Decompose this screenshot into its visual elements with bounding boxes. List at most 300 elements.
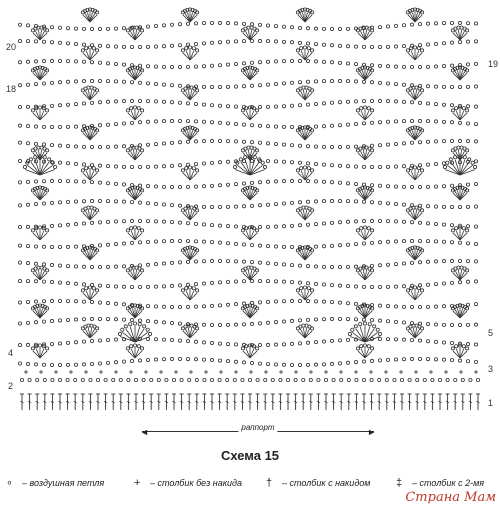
chain-stitch-mark [186, 283, 189, 286]
chain-stitch-mark [314, 363, 317, 366]
chain-stitch-mark [354, 145, 357, 148]
chain-stitch-mark [354, 242, 357, 245]
chain-stitch-mark [314, 145, 317, 148]
chain-stitch-mark [378, 121, 381, 124]
chain-stitch-mark [434, 323, 437, 326]
rapport-marker [142, 423, 374, 437]
chain-stitch-mark [18, 301, 21, 304]
chain-stitch-mark [192, 47, 195, 50]
chain-stitch-mark [474, 343, 477, 346]
chain-stitch-mark [370, 64, 373, 67]
chain-stitch-mark [330, 301, 333, 304]
chain-stitch-mark [114, 45, 117, 48]
chain-stitch-mark [74, 378, 77, 381]
chain-stitch-mark [18, 181, 21, 184]
chain-stitch-mark [420, 209, 423, 212]
chain-stitch-mark [98, 301, 101, 304]
chain-stitch-mark [90, 101, 93, 104]
chain-stitch-mark [114, 62, 117, 65]
chain-stitch-mark [314, 125, 317, 128]
chain-stitch-mark [106, 62, 109, 65]
chain-stitch-mark [263, 165, 266, 168]
chain-stitch-mark [474, 280, 477, 283]
chain-stitch-mark [37, 266, 40, 269]
chain-stitch-mark [195, 327, 198, 330]
chain-stitch-mark [458, 121, 461, 124]
chain-stitch-mark [431, 378, 434, 381]
chain-stitch-mark [322, 27, 325, 30]
chain-stitch-mark [314, 265, 317, 268]
chain-stitch-mark [400, 378, 403, 381]
chain-stitch-mark [378, 378, 381, 381]
chain-stitch-mark [92, 47, 95, 50]
chain-stitch-mark [314, 222, 317, 225]
chain-stitch-mark [194, 185, 197, 188]
chain-stitch-mark [154, 263, 157, 266]
chain-stitch-mark [258, 301, 261, 304]
chain-stitch-mark [58, 299, 61, 302]
chain-stitch-mark [359, 323, 362, 326]
chain-stitch-mark [242, 302, 245, 305]
chain-stitch-mark [420, 289, 423, 292]
chain-stitch-mark [346, 80, 349, 83]
chain-stitch-mark [402, 65, 405, 68]
chain-stitch-mark [330, 61, 333, 64]
chain-stitch-mark [418, 284, 421, 287]
chain-stitch-mark [274, 24, 277, 27]
chain-stitch-mark [162, 358, 165, 361]
chain-stitch-mark [255, 29, 258, 32]
chain-stitch-mark [294, 378, 297, 381]
chain-stitch-mark [98, 164, 101, 167]
chain-stitch-mark [266, 160, 269, 163]
chain-stitch-mark [58, 319, 61, 322]
chain-stitch-mark [45, 109, 48, 112]
chain-stitch-mark [290, 59, 293, 62]
chain-stitch-mark [406, 49, 409, 52]
chain-stitch-mark [434, 120, 437, 123]
chain-stitch-mark [210, 121, 213, 124]
chain-stitch-mark [290, 201, 293, 204]
chain-stitch-mark [90, 44, 93, 47]
chain-stitch-mark [242, 85, 245, 88]
chain-stitch-mark [434, 22, 437, 25]
chain-stitch-mark [362, 100, 365, 103]
chain-stitch-mark [466, 183, 469, 186]
chain-stitch-mark [306, 80, 309, 83]
chain-stitch-mark [290, 104, 293, 107]
chain-stitch-mark [362, 378, 365, 381]
chain-stitch-mark [386, 82, 389, 85]
chain-stitch-mark [266, 60, 269, 63]
chain-stitch-mark [66, 378, 69, 381]
chain-stitch-mark [274, 225, 277, 228]
row-number-2: 2 [8, 381, 14, 391]
chain-stitch-mark [138, 359, 141, 362]
chain-stitch-mark [119, 378, 122, 381]
chain-stitch-mark [146, 45, 149, 48]
chain-stitch-mark [218, 184, 221, 187]
chain-stitch-mark [458, 184, 461, 187]
chain-stitch-mark [322, 283, 325, 286]
chain-stitch-mark [210, 85, 213, 88]
chain-stitch-mark [378, 337, 381, 340]
chain-stitch-mark [290, 161, 293, 164]
chain-stitch-mark [82, 222, 85, 225]
chain-stitch-mark [362, 165, 365, 168]
chain-stitch-mark [356, 347, 359, 350]
chain-stitch-mark [90, 265, 93, 268]
chain-stitch-mark [170, 44, 173, 47]
chain-stitch-mark [394, 202, 397, 205]
chain-stitch-mark [18, 124, 21, 127]
chain-stitch-mark [170, 261, 173, 264]
chain-stitch-mark [443, 165, 446, 168]
chain-stitch-mark [28, 378, 31, 381]
chain-stitch-mark [386, 338, 389, 341]
chain-stitch-mark [469, 378, 472, 381]
chain-stitch-mark [314, 318, 317, 321]
chain-stitch-mark [82, 200, 85, 203]
chain-stitch-mark [394, 24, 397, 27]
chain-stitch-mark [474, 40, 477, 43]
chain-stitch-mark [458, 41, 461, 44]
chain-stitch-mark [194, 162, 197, 165]
chain-stitch-mark [450, 359, 453, 362]
chain-stitch-mark [474, 302, 477, 305]
chain-stitch-mark [146, 82, 149, 85]
chain-stitch-mark [450, 259, 453, 262]
chain-stitch-mark [114, 122, 117, 125]
chain-stitch-mark [346, 243, 349, 246]
chain-stitch-mark [410, 119, 413, 122]
chain-stitch-mark [282, 363, 285, 366]
chain-stitch-mark [386, 65, 389, 68]
chain-stitch-mark [98, 101, 101, 104]
chain-stitch-mark [50, 125, 53, 128]
chain-stitch-mark [106, 100, 109, 103]
chain-stitch-mark [140, 229, 143, 232]
chain-stitch-mark [242, 140, 245, 143]
chain-stitch-mark [58, 245, 61, 248]
chain-stitch-mark [271, 378, 274, 381]
chain-stitch-mark [474, 360, 477, 363]
chain-stitch-mark [138, 99, 141, 102]
chain-stitch-mark [474, 105, 477, 108]
chain-stitch-mark [455, 107, 458, 110]
chain-stitch-mark [98, 79, 101, 82]
chain-stitch-mark [338, 181, 341, 184]
chain-stitch-mark [202, 140, 205, 143]
chain-stitch-mark [250, 204, 253, 207]
chain-stitch-mark [426, 120, 429, 123]
chain-stitch-mark [241, 109, 244, 112]
chain-stitch-mark [266, 142, 269, 145]
chain-stitch-mark [162, 45, 165, 48]
chain-stitch-mark [338, 101, 341, 104]
chain-stitch-mark [31, 109, 34, 112]
chain-stitch-mark [142, 378, 145, 381]
chain-stitch-mark [306, 265, 309, 268]
chain-stitch-mark [85, 47, 88, 50]
chain-stitch-mark [248, 378, 251, 381]
chain-stitch-mark [290, 299, 293, 302]
chain-stitch-mark [250, 279, 253, 282]
chain-stitch-mark [154, 358, 157, 361]
chain-stitch-mark [138, 121, 141, 124]
chain-stitch-mark [106, 338, 109, 341]
chain-stitch-mark [406, 169, 409, 172]
chain-stitch-mark [354, 165, 357, 168]
chain-stitch-mark [296, 169, 299, 172]
chain-stitch-mark [130, 359, 133, 362]
chain-stitch-mark [45, 347, 48, 350]
chain-stitch-mark [458, 85, 461, 88]
chain-stitch-mark [370, 121, 373, 124]
chain-stitch-mark [194, 65, 197, 68]
chain-stitch-mark [386, 100, 389, 103]
single-crochet-icon: + [134, 477, 141, 489]
chain-stitch-mark [98, 284, 101, 287]
chain-stitch-mark [162, 338, 165, 341]
row-number-3: 3 [488, 364, 494, 374]
chain-stitch-mark [218, 121, 221, 124]
chain-stitch-mark [178, 185, 181, 188]
chain-stitch-mark [178, 339, 181, 342]
chain-stitch-mark [42, 82, 45, 85]
chain-stitch-mark [130, 219, 133, 222]
chain-stitch-mark [34, 60, 37, 63]
chain-stitch-mark [226, 105, 229, 108]
chain-stitch-mark [202, 323, 205, 326]
chain-stitch-mark [202, 42, 205, 45]
chain-stitch-mark [368, 323, 371, 326]
chain-stitch-mark [434, 65, 437, 68]
chain-stitch-mark [298, 264, 301, 267]
chain-stitch-mark [418, 185, 421, 188]
chain-stitch-mark [282, 60, 285, 63]
chain-stitch-mark [180, 378, 183, 381]
chain-stitch-mark [442, 103, 445, 106]
chain-stitch-mark [302, 206, 305, 209]
chain-stitch-mark [26, 125, 29, 128]
chain-stitch-mark [34, 262, 37, 265]
chain-stitch-mark [241, 229, 244, 232]
legend-text: – столбик с накидом [282, 478, 371, 488]
chain-stitch-mark [402, 240, 405, 243]
chain-stitch-mark [34, 203, 37, 206]
chain-stitch-mark [42, 60, 45, 63]
chain-stitch-mark [154, 45, 157, 48]
chain-stitch-mark [282, 25, 285, 28]
chain-stitch-mark [466, 303, 469, 306]
chain-stitch-mark [394, 165, 397, 168]
chain-stitch-mark [186, 140, 189, 143]
chain-stitch-mark [402, 203, 405, 206]
chain-stitch-mark [386, 185, 389, 188]
chain-stitch-mark [146, 240, 149, 243]
chain-stitch-mark [122, 80, 125, 83]
chain-stitch-mark [234, 260, 237, 263]
diagram-title: Схема 15 [220, 448, 280, 463]
chain-stitch-mark [354, 318, 357, 321]
chain-stitch-mark [58, 81, 61, 84]
chain-stitch-mark [282, 202, 285, 205]
chain-stitch-mark [449, 158, 452, 161]
chain-stitch-mark [465, 109, 468, 112]
chain-stitch-mark [386, 358, 389, 361]
chain-stitch-mark [50, 280, 53, 283]
chain-stitch-mark [74, 265, 77, 268]
chain-stitch-mark [87, 324, 90, 327]
chain-stitch-mark [370, 347, 373, 350]
chain-stitch-mark [66, 60, 69, 63]
chain-stitch-mark [451, 229, 454, 232]
chain-stitch-mark [210, 205, 213, 208]
chain-stitch-mark [258, 322, 261, 325]
chain-stitch-mark [18, 39, 21, 42]
chain-stitch-mark [346, 62, 349, 65]
chain-stitch-mark [279, 378, 282, 381]
chain-stitch-mark [442, 65, 445, 68]
chain-stitch-mark [234, 85, 237, 88]
chain-stitch-mark [162, 220, 165, 223]
chain-stitch-mark [338, 199, 341, 202]
chain-stitch-mark [300, 287, 303, 290]
chain-stitch-mark [307, 287, 310, 290]
chain-stitch-mark [258, 362, 261, 365]
chain-stitch-mark [138, 219, 141, 222]
chain-stitch-mark [274, 160, 277, 163]
chain-stitch-mark [226, 183, 229, 186]
chain-stitch-mark [194, 102, 197, 105]
chain-stitch-mark [210, 161, 213, 164]
chain-stitch-mark [50, 201, 53, 204]
chain-stitch-mark [90, 300, 93, 303]
chain-stitch-mark [471, 161, 474, 164]
chain-stitch-mark [226, 40, 229, 43]
chain-stitch-mark [74, 341, 77, 344]
chain-stitch-mark [154, 100, 157, 103]
chain-stitch-mark [250, 322, 253, 325]
chain-stitch-mark [314, 200, 317, 203]
chain-stitch-mark [186, 102, 189, 105]
chain-stitch-mark [266, 40, 269, 43]
chain-stitch-mark [38, 226, 41, 229]
chain-stitch-mark [298, 299, 301, 302]
chain-stitch-mark [50, 245, 53, 248]
chain-stitch-mark [303, 46, 306, 49]
chain-stitch-mark [362, 220, 365, 223]
chain-stitch-mark [74, 245, 77, 248]
chain-stitch-mark [195, 49, 198, 52]
chain-stitch-mark [154, 120, 157, 123]
chain-stitch-mark [434, 222, 437, 225]
chain-stitch-mark [378, 144, 381, 147]
chain-stitch-mark [185, 287, 188, 290]
chain-stitch-mark [82, 265, 85, 268]
chain-stitch-mark [218, 41, 221, 44]
chain-stitch-mark [310, 49, 313, 52]
chain-stitch-mark [338, 284, 341, 287]
chain-stitch-mark [129, 323, 132, 326]
chain-stitch-mark [306, 27, 309, 30]
chain-stitch-mark [126, 109, 129, 112]
chain-stitch-mark [282, 225, 285, 228]
chain-stitch-mark [126, 347, 129, 350]
chain-stitch-mark [378, 219, 381, 222]
chain-stitch-mark [58, 281, 61, 284]
chain-stitch-mark [96, 378, 99, 381]
chain-stitch-mark [306, 300, 309, 303]
chain-stitch-mark [74, 282, 77, 285]
chain-stitch-mark [282, 125, 285, 128]
chain-stitch-mark [306, 162, 309, 165]
chain-stitch-mark [170, 23, 173, 26]
chain-stitch-mark [274, 142, 277, 145]
chain-stitch-mark [186, 340, 189, 343]
chain-stitch-mark [82, 27, 85, 30]
chain-stitch-mark [258, 61, 261, 64]
chain-stitch-mark [255, 229, 258, 232]
chain-stitch-mark [122, 200, 125, 203]
chain-stitch-mark [122, 303, 125, 306]
chain-stitch-mark [386, 202, 389, 205]
chain-stitch-mark [474, 62, 477, 65]
chain-stitch-mark [74, 42, 77, 45]
chain-stitch-mark [154, 220, 157, 223]
chain-stitch-mark [186, 222, 189, 225]
chain-stitch-mark [74, 363, 77, 366]
chain-stitch-mark [426, 85, 429, 88]
chain-stitch-mark [185, 167, 188, 170]
chain-stitch-mark [434, 102, 437, 105]
chain-stitch-mark [442, 205, 445, 208]
chain-stitch-mark [58, 104, 61, 107]
chain-stitch-mark [426, 163, 429, 166]
chain-stitch-mark [194, 340, 197, 343]
chain-stitch-mark [18, 362, 21, 365]
chain-stitch-mark [234, 40, 237, 43]
chain-stitch-mark [202, 358, 205, 361]
chain-stitch-mark [290, 363, 293, 366]
chain-stitch-mark [338, 164, 341, 167]
chain-stitch-mark [106, 317, 109, 320]
chain-stitch-mark [442, 260, 445, 263]
chain-stitch-mark [250, 361, 253, 364]
chain-stitch-mark [122, 318, 125, 321]
chain-stitch-mark [376, 328, 379, 331]
chain-stitch-mark [330, 244, 333, 247]
chain-stitch-mark [50, 81, 53, 84]
chain-stitch-mark [241, 378, 244, 381]
chain-stitch-mark [258, 225, 261, 228]
chain-stitch-mark [370, 285, 373, 288]
chain-stitch-mark [446, 378, 449, 381]
chain-stitch-mark [418, 261, 421, 264]
chain-stitch-mark [322, 180, 325, 183]
chain-stitch-mark [434, 42, 437, 45]
chain-stitch-mark [178, 101, 181, 104]
chain-stitch-mark [306, 180, 309, 183]
chain-stitch-mark [402, 305, 405, 308]
chain-stitch-mark [18, 61, 21, 64]
chain-stitch-mark [239, 158, 242, 161]
chain-stitch-mark [66, 341, 69, 344]
chain-stitch-mark [90, 221, 93, 224]
chain-stitch-mark [465, 229, 468, 232]
chain-stitch-mark [370, 99, 373, 102]
